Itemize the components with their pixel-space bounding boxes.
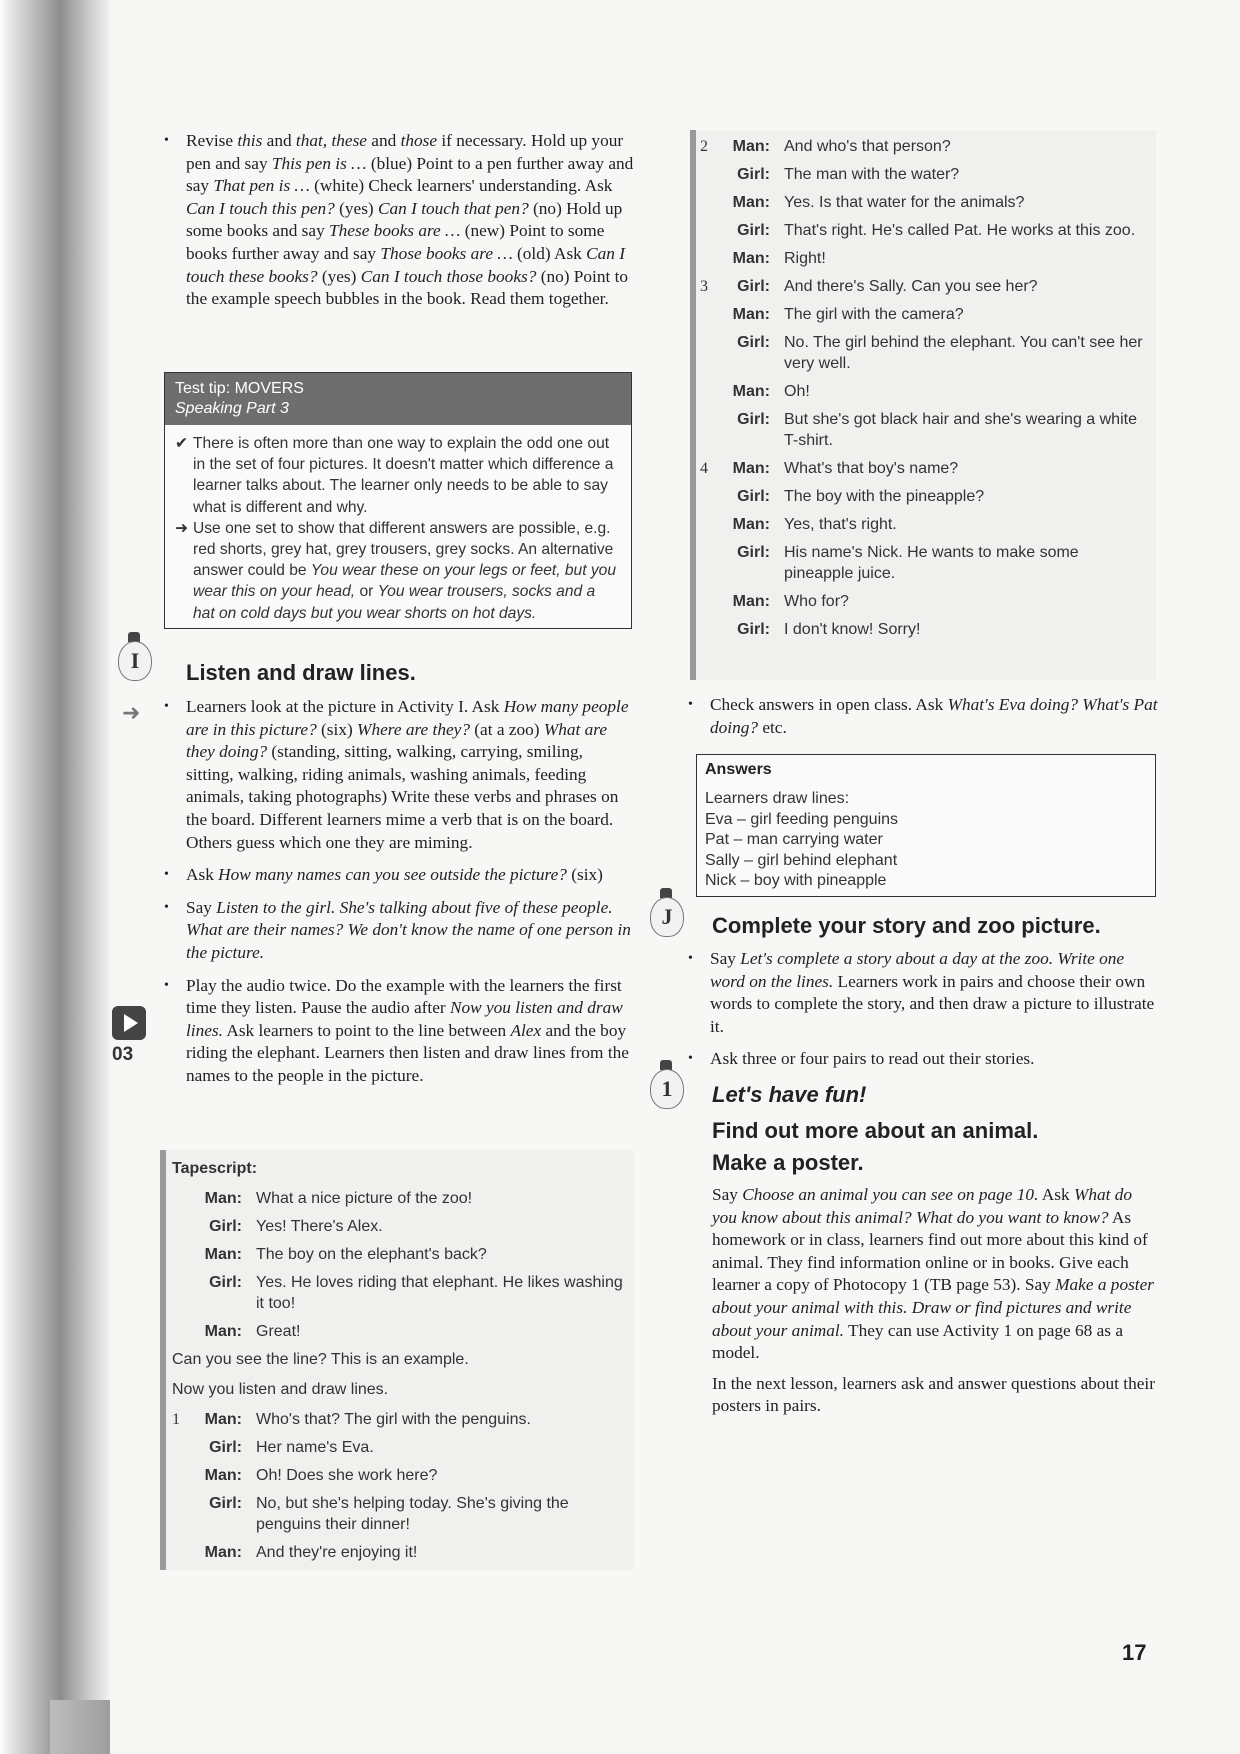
answers-line: Pat – man carrying water xyxy=(705,831,883,848)
tapescript-line: That's right. He's called Pat. He works at this zoo. xyxy=(784,222,1136,239)
tapescript-line: And there's Sally. Can you see her? xyxy=(784,278,1038,295)
tapescript-row xyxy=(700,276,1152,297)
fun-subheading-2: Make a poster. xyxy=(712,1150,864,1175)
tapescript-line: Yes. Is that water for the animals? xyxy=(784,194,1025,211)
tapescript-part-number xyxy=(700,619,726,640)
tapescript-part-number xyxy=(700,486,726,507)
tapescript-speaker: Man: xyxy=(732,306,770,323)
page-number: 17 xyxy=(1122,1640,1147,1665)
tapescript-speaker: Girl: xyxy=(737,166,770,183)
tapescript-part-number xyxy=(700,164,726,185)
section-i-bullet-1: • Learners look at the picture in Activity I. Ask How many people are in this picture? (six) Where are they? (at a zoo) What are they doing? (standing, sitting, walking, carrying, smiling, sitting, walking, riding animals, washing animals, feeding animals, taking photographs) Write these verbs and phrases on the board. Different learners mime a verb that is on the board. Others guess which one they are miming. xyxy=(164,696,634,854)
answers-line: Nick – boy with pineapple xyxy=(705,872,887,889)
tapescript-part-number xyxy=(700,409,726,451)
tapescript-speaker: Man: xyxy=(732,138,770,155)
section-j-heading: Complete your story and zoo picture. xyxy=(712,913,1101,938)
answers-title: Answers xyxy=(705,761,772,778)
tapescript-row xyxy=(172,1409,628,1430)
tapescript-line: And who's that person? xyxy=(784,138,951,155)
answers-line: Learners draw lines: xyxy=(705,790,850,807)
section-i-bullet-3: • Say Listen to the girl. She's talking about five of these people. What are their names? We don't know the name of one person in the picture. xyxy=(164,897,634,965)
tapescript-row xyxy=(700,514,1152,535)
tapescript-line: I don't know! Sorry! xyxy=(784,621,921,638)
tapescript-part-number xyxy=(172,1493,198,1535)
tapescript-part-number xyxy=(172,1244,198,1265)
tapescript-part-number: 3 xyxy=(700,278,708,295)
tapescript-speaker: Girl: xyxy=(737,488,770,505)
tapescript-bar xyxy=(160,1150,166,1570)
fun-body xyxy=(712,1184,1158,1426)
tapescript-part-number xyxy=(700,304,726,325)
tapescript-speaker: Girl: xyxy=(209,1439,242,1456)
section-letter-i: I xyxy=(118,641,152,681)
tapescript-part-number xyxy=(172,1216,198,1237)
tapescript-part-number xyxy=(172,1465,198,1486)
intro-bullet: • Revise this and that, these and those if necessary. Hold up your pen and say This pen is … (blue) Point to a pen further away and say That pen is … (white) Check learners' understanding. Ask Can I touch this pen? (yes) Can I touch that pen? (no) Hold up some books and say These books are … (new) Point to some books further away and say Those books are … (old) Ask Can I touch these books? (yes) Can I touch those books? (no) Point to the example speech bubbles in the book. Read them together. xyxy=(164,130,634,311)
arrow-icon: ➜ xyxy=(122,700,141,725)
tapescript-part-number: 4 xyxy=(700,460,708,477)
tapescript-part-number xyxy=(700,591,726,612)
tapescript-row xyxy=(700,248,1152,269)
tapescript-line: And they're enjoying it! xyxy=(256,1544,418,1561)
tapescript-row xyxy=(172,1321,628,1342)
answers-line: Sally – girl behind elephant xyxy=(705,851,898,869)
test-tip-box xyxy=(164,372,632,629)
tapescript-part-number xyxy=(700,192,726,213)
tapescript-part-2 xyxy=(700,136,1152,269)
section-j-bullet-1: • Say Let's complete a story about a day at the zoo. Write one word on the lines. Learners work in pairs and choose their own words to complete the story, and then draw a picture to illustrate it. xyxy=(688,948,1158,1038)
section-i-heading: Listen and draw lines. xyxy=(186,660,416,685)
tapescript-speaker: Girl: xyxy=(737,222,770,239)
tapescript-line: His name's Nick. He wants to make some pineapple juice. xyxy=(784,544,1079,582)
tapescript-speaker: Girl: xyxy=(209,1274,242,1291)
tapescript-part-number xyxy=(172,1321,198,1342)
tapescript-line: Who for? xyxy=(784,593,849,610)
tapescript-row xyxy=(700,381,1152,402)
fun-paragraph-2: In the next lesson, learners ask and answer questions about their posters in pairs. xyxy=(712,1373,1155,1416)
tapescript-part-number xyxy=(172,1542,198,1563)
tapescript-speaker: Girl: xyxy=(209,1218,242,1235)
tapescript-speaker: Man: xyxy=(204,1323,242,1340)
tapescript-speaker: Girl: xyxy=(737,544,770,561)
tapescript-line: Right! xyxy=(784,250,826,267)
test-tip-point-1: ✔ There is often more than one way to explain the odd one out in the set of four pictures. It doesn't matter which difference a learner talks about. The learner only needs to be able to say what is different and why. xyxy=(175,435,614,516)
answers-box xyxy=(696,754,1156,897)
tapescript-speaker: Girl: xyxy=(737,278,770,295)
tapescript-row xyxy=(700,304,1152,325)
tapescript-part-3 xyxy=(700,276,1152,451)
tapescript-speaker: Man: xyxy=(204,1190,242,1207)
tapescript-line: What's that boy's name? xyxy=(784,460,959,477)
test-tip-body xyxy=(165,425,631,628)
test-tip-subtitle: Speaking Part 3 xyxy=(175,400,289,417)
tapescript-part-number xyxy=(700,248,726,269)
tapescript-row xyxy=(700,542,1152,584)
check-answers xyxy=(688,694,1158,749)
tapescript-part-number xyxy=(700,332,726,374)
section-i-bullet-4: • Play the audio twice. Do the example with the learners the first time they listen. Pause the audio after Now you listen and draw lines. Ask learners to point to the line between Alex and the boy riding the elephant. Learners then listen and draw lines from the names to the people in the picture. xyxy=(164,975,634,1088)
fun-heading: Let's have fun! xyxy=(712,1082,867,1107)
tapescript-speaker: Man: xyxy=(732,194,770,211)
tapescript-speaker: Man: xyxy=(732,383,770,400)
tapescript-line: The boy on the elephant's back? xyxy=(256,1246,487,1263)
tapescript-line: Oh! xyxy=(784,383,810,400)
tapescript-left xyxy=(172,1158,628,1570)
tapescript-row xyxy=(700,409,1152,451)
tapescript-part-number: 2 xyxy=(700,138,708,155)
section-letter-j: J xyxy=(650,897,684,937)
test-tip-header xyxy=(165,373,631,425)
tapescript-part-number xyxy=(700,542,726,584)
tapescript-row xyxy=(700,332,1152,374)
tapescript-line: Great! xyxy=(256,1323,301,1340)
answers-line: Eva – girl feeding penguins xyxy=(705,810,899,828)
tapescript-line: Yes! There's Alex. xyxy=(256,1218,383,1235)
tapescript-intro xyxy=(172,1188,628,1342)
tapescript-speaker: Man: xyxy=(732,593,770,610)
fun-subheading-1: Find out more about an animal. xyxy=(712,1118,1039,1143)
test-tip-point-2: ➜ Use one set to show that different answers are possible, e.g. red shorts, grey hat, grey trousers, grey socks. An alternative answer could be You wear these on your legs or feet, but you wear this on your head, or You wear trousers, socks and a hat on cold days but you wear shorts on hot days. xyxy=(175,519,617,622)
tapescript-line: The girl with the camera? xyxy=(784,306,964,323)
tapescript-row xyxy=(700,164,1152,185)
check-answers-list xyxy=(688,694,1158,739)
intro-bullet-list xyxy=(164,130,634,311)
tapescript-part-number xyxy=(700,220,726,241)
tapescript-row xyxy=(172,1542,628,1563)
tapescript-line: What a nice picture of the zoo! xyxy=(256,1190,473,1207)
lightbulb-icon xyxy=(116,632,152,682)
page-binding-shadow xyxy=(0,0,110,1754)
fun-paragraph-1: Say Choose an animal you can see on page 10. Ask What do you know about this animal? What do you want to know? As homework or in class, learners find out more about this kind of animal. They find information online or in books. Give each learner a copy of Photocopy 1 (TB page 53). Say Make a poster about your animal with this. Draw or find pictures and write about your animal. They can use Activity 1 on page 68 as a model. xyxy=(712,1185,1155,1363)
tapescript-row xyxy=(700,486,1152,507)
tapescript-speaker: Man: xyxy=(732,460,770,477)
section-j-bullet-2: • Ask three or four pairs to read out their stories. xyxy=(688,1048,1158,1071)
section-j-bullet-list xyxy=(688,948,1158,1071)
audio-track-number: 03 xyxy=(112,1044,134,1065)
tapescript-line: The man with the water? xyxy=(784,166,960,183)
tapescript-line: Yes, that's right. xyxy=(784,516,897,533)
tapescript-example-line: Can you see the line? This is an example. xyxy=(172,1351,469,1368)
tapescript-right xyxy=(700,136,1152,647)
tapescript-row xyxy=(172,1216,628,1237)
tapescript-speaker: Girl: xyxy=(737,411,770,428)
page-binding-shadow-bottom xyxy=(50,1700,110,1754)
tapescript-row xyxy=(172,1244,628,1265)
tapescript-right-bar xyxy=(690,130,696,680)
section-i-bullet-list xyxy=(164,696,634,1088)
check-answers-bullet: • Check answers in open class. Ask What's Eva doing? What's Pat doing? etc. xyxy=(688,694,1158,739)
tapescript-line: No, but she's helping today. She's giving the penguins their dinner! xyxy=(256,1495,569,1533)
tapescript-line: Oh! Does she work here? xyxy=(256,1467,438,1484)
tapescript-part-number xyxy=(172,1272,198,1314)
tapescript-speaker: Man: xyxy=(204,1544,242,1561)
tapescript-part-number xyxy=(172,1437,198,1458)
tapescript-row xyxy=(700,220,1152,241)
tapescript-row xyxy=(700,458,1152,479)
tapescript-speaker: Girl: xyxy=(737,334,770,351)
tapescript-speaker: Girl: xyxy=(209,1495,242,1512)
tapescript-line: But she's got black hair and she's wearing a white T-shirt. xyxy=(784,411,1137,449)
tapescript-line: The boy with the pineapple? xyxy=(784,488,985,505)
tapescript-line: Who's that? The girl with the penguins. xyxy=(256,1411,531,1428)
tapescript-row xyxy=(172,1188,628,1209)
tapescript-part-number xyxy=(700,514,726,535)
lightbulb-icon xyxy=(648,1060,684,1110)
tapescript-row xyxy=(172,1465,628,1486)
tapescript-part-number xyxy=(700,381,726,402)
audio-play-icon[interactable] xyxy=(112,1006,146,1040)
tapescript-part-4 xyxy=(700,458,1152,640)
left-column-top xyxy=(164,130,634,321)
tapescript-row xyxy=(172,1493,628,1535)
tapescript-now-line: Now you listen and draw lines. xyxy=(172,1381,389,1398)
tapescript-line: No. The girl behind the elephant. You can't see her very well. xyxy=(784,334,1143,372)
tick-icon: ✔ xyxy=(175,435,189,452)
tapescript-row xyxy=(700,619,1152,640)
tapescript-speaker: Man: xyxy=(204,1246,242,1263)
fun-number: 1 xyxy=(650,1069,684,1109)
tapescript-speaker: Man: xyxy=(204,1467,242,1484)
tapescript-part-1 xyxy=(172,1409,628,1563)
tapescript-row xyxy=(172,1437,628,1458)
tapescript-row xyxy=(172,1272,628,1314)
tapescript-speaker: Man: xyxy=(732,516,770,533)
section-i-bullet-2: • Ask How many names can you see outside the picture? (six) xyxy=(164,864,634,887)
section-j-body xyxy=(688,948,1158,1081)
tapescript-line: Her name's Eva. xyxy=(256,1439,374,1456)
lightbulb-icon xyxy=(648,888,684,938)
test-tip-title: Test tip: MOVERS xyxy=(175,380,304,397)
tapescript-row xyxy=(700,591,1152,612)
arrow-icon: ➜ xyxy=(175,519,189,537)
tapescript-speaker: Man: xyxy=(732,250,770,267)
tapescript-row xyxy=(700,136,1152,157)
tapescript-speaker: Girl: xyxy=(737,621,770,638)
tapescript-row xyxy=(700,192,1152,213)
tapescript-speaker: Man: xyxy=(204,1411,242,1428)
tapescript-title: Tapescript: xyxy=(172,1160,258,1177)
tapescript-part-number xyxy=(172,1188,198,1209)
tapescript-part-number: 1 xyxy=(172,1411,180,1428)
tapescript-line: Yes. He loves riding that elephant. He likes washing it too! xyxy=(256,1274,623,1312)
section-i-body xyxy=(164,696,634,1098)
